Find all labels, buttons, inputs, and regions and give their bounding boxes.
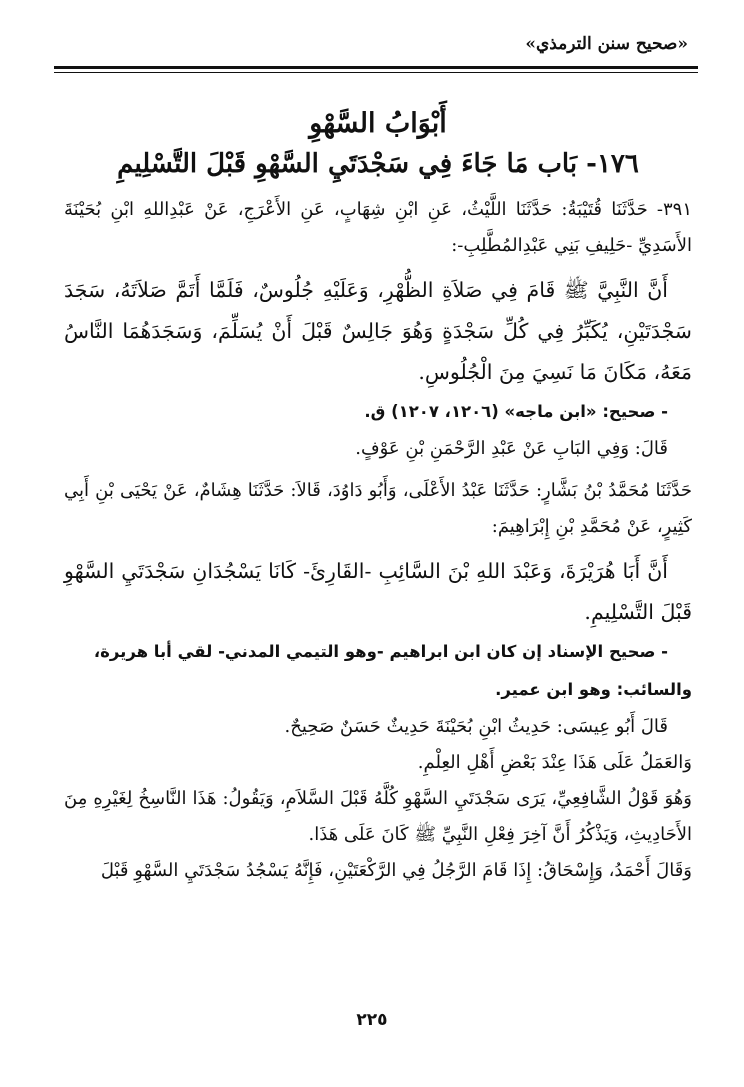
section-title: أَبْوَابُ السَّهْوِ (309, 108, 447, 139)
header-rule-thick (54, 66, 698, 69)
commentary-line: وَالعَمَلُ عَلَى هَذَا عِنْدَ بَعْضِ أَهْلِ العِلْمِ. (417, 752, 692, 773)
hadith-2-matn: أَنَّ أَبَا هُرَيْرَةَ، وَعَبْدَ اللهِ بْنَ السَّائِبِ -القَارِئَ- كَانَا يَسْجُدَانِ سَجْدَتَيِ السَّهْوِ قَبْلَ التَّسْلِيمِ. (64, 559, 692, 624)
page-content (64, 104, 692, 889)
commentary-line: قَالَ أَبُو عِيسَى: حَدِيثُ ابْنِ بُحَيْنَةَ حَدِيثٌ حَسَنٌ صَحِيحٌ. (284, 716, 668, 737)
hadith-2-isnad: حَدَّثَنَا مُحَمَّدُ بْنُ بَشَّارٍ: حَدَّثَنَا عَبْدُ الأَعْلَى، وَأَبُو دَاوُدَ، قَالاَ: حَدَّثَنَا هِشَامٌ، عَنْ يَحْيَى بْنِ أَبِي كَثِيرٍ، عَنْ مُحَمَّدِ بْنِ إِبْرَاهِيمَ: (64, 480, 692, 537)
note-bab: قَالَ: وَفِي البَابِ عَنْ عَبْدِ الرَّحْمَنِ بْنِ عَوْفٍ. (355, 438, 668, 459)
commentary-line: وَهُوَ قَوْلُ الشَّافِعِيِّ، يَرَى سَجْدَتَيِ السَّهْوِ كُلَّهُ قَبْلَ السَّلاَمِ، وَيَقُولُ: هَذَا النَّاسِخُ لِغَيْرِهِ مِنَ الأَحَادِيثِ، وَيَذْكُرُ أَنَّ آخِرَ فِعْلِ النَّبِيِّ ﷺ كَانَ عَلَى هَذَا. (64, 788, 692, 845)
running-header-title: «صحيح سنن الترمذي» (525, 34, 688, 54)
header-rule-thin (54, 72, 698, 73)
page-number: ٢٢٥ (356, 1010, 388, 1030)
hadith-391-isnad: ٣٩١- حَدَّثَنَا قُتَيْبَةُ: حَدَّثَنَا اللَّيْثُ، عَنِ ابْنِ شِهَابٍ، عَنِ الأَعْرَجِ، عَنْ عَبْدِاللهِ ابْنِ بُحَيْنَةَ الأَسَدِيِّ -حَلِيفِ بَنِي عَبْدِالمُطَّلِبِ-: (64, 199, 692, 256)
hadith-391-grade: - صحيح: «ابن ماجه» (١٢٠٦، ١٢٠٧) ق. (364, 402, 668, 421)
chapter-title: ١٧٦- بَاب مَا جَاءَ فِي سَجْدَتَيِ السَّهْوِ قَبْلَ التَّسْلِيمِ (117, 149, 639, 179)
hadith-2-grade: - صحيح الإسناد إن كان ابن ابراهيم -وهو التيمي المدني- لقي أبا هريرة، والسائب: وهو ابن عمير. (93, 642, 692, 699)
hadith-391-matn: أَنَّ النَّبِيَّ ﷺ قَامَ فِي صَلاَةِ الظُّهْرِ، وَعَلَيْهِ جُلُوسٌ، فَلَمَّا أَتَمَّ صَلاَتَهُ، سَجَدَ سَجْدَتَيْنِ، يُكَبِّرُ فِي كُلِّ سَجْدَةٍ وَهُوَ جَالِسٌ قَبْلَ أَنْ يُسَلِّمَ، وَسَجَدَهُمَا النَّاسُ مَعَهُ، مَكَانَ مَا نَسِيَ مِنَ الْجُلُوسِ. (64, 278, 692, 384)
commentary-line: وَقَالَ أَحْمَدُ، وَإِسْحَاقُ: إِذَا قَامَ الرَّجُلُ فِي الرَّكْعَتَيْنِ، فَإِنَّهُ يَسْجُدُ سَجْدَتَيِ السَّهْوِ قَبْلَ (100, 860, 692, 881)
